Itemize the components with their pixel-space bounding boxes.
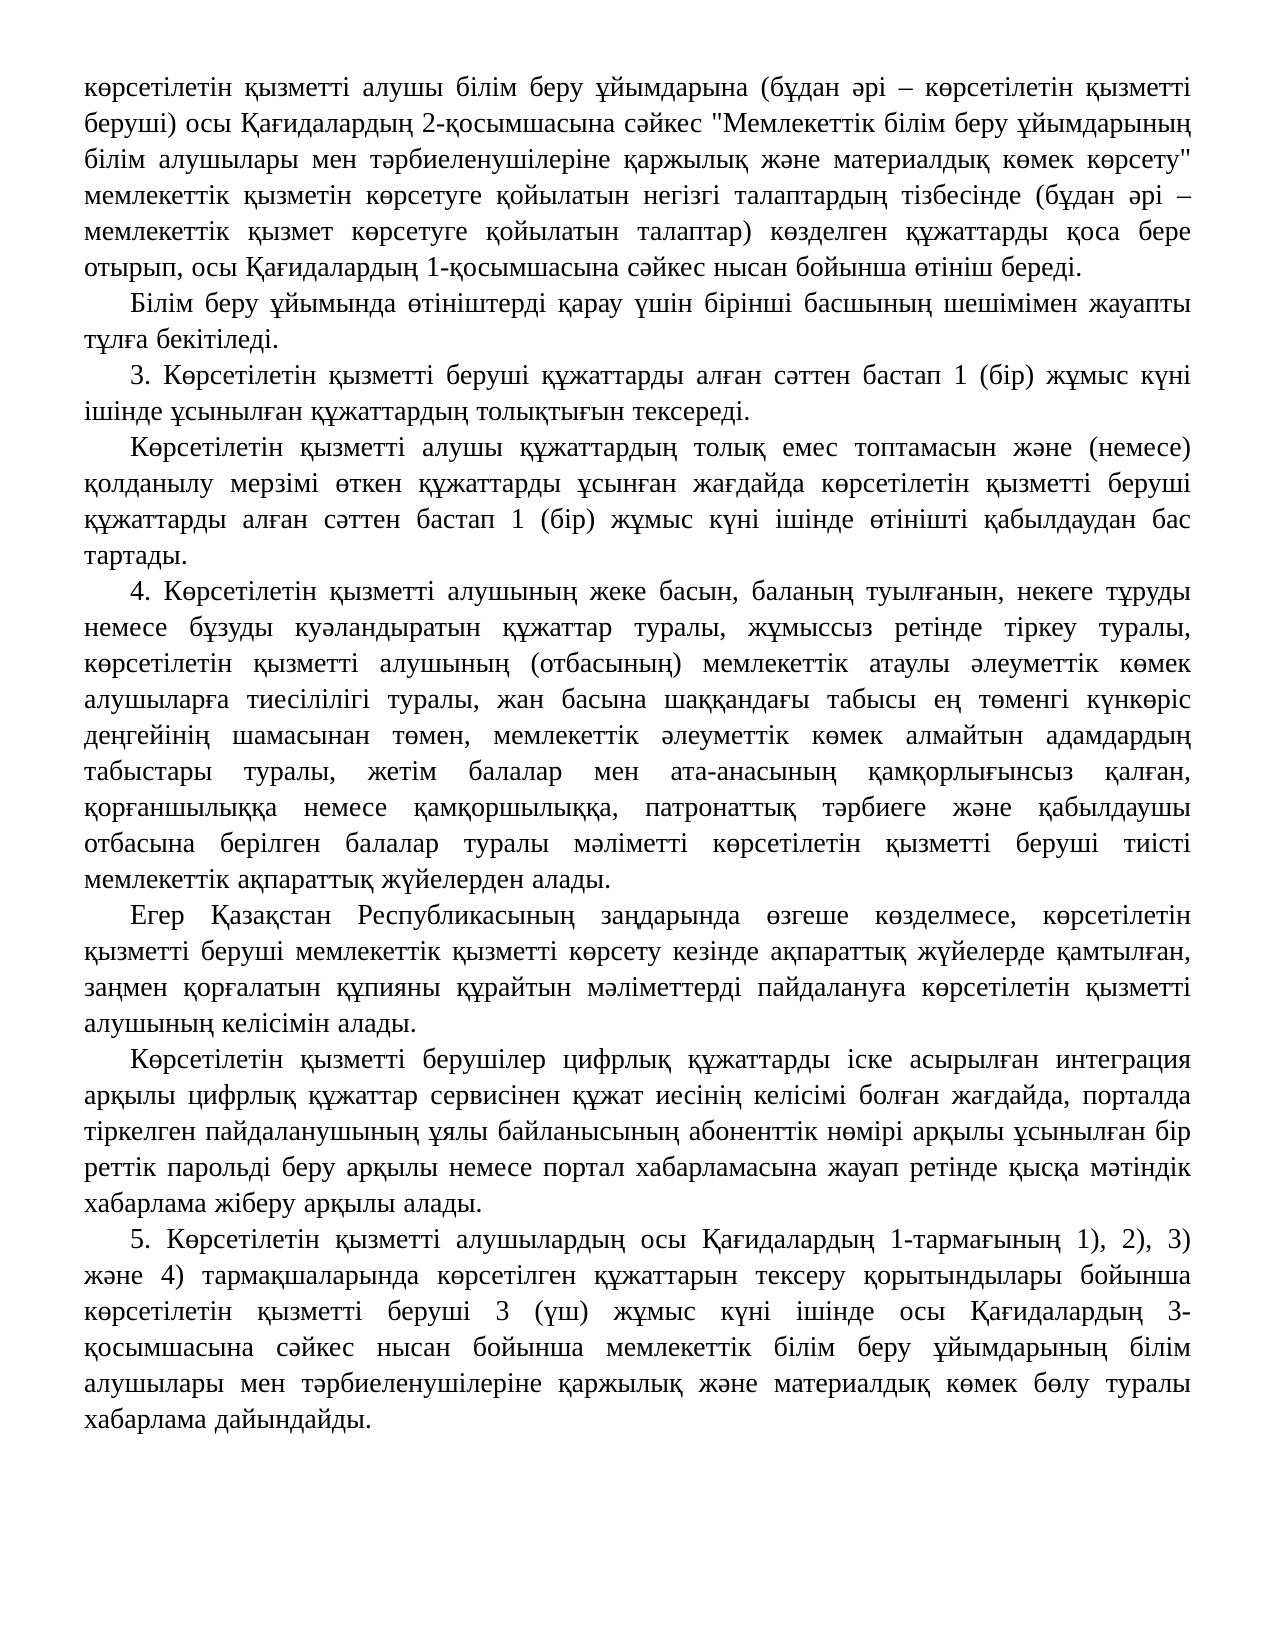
paragraph-point-3: 3. Көрсетілетін қызметті беруші құжаттарды алған сәттен бастап 1 (бір) жұмыс күні ішінде ұсынылған құжаттардың толықтығын тексереді. <box>84 360 1191 427</box>
paragraph-consent: Егер Қазақстан Республикасының заңдарында өзгеше көзделмесе, көрсетілетін қызметті беруші мемлекеттік қызметті көрсету кезінде ақпараттық жүйелерде қамтылған, заңмен қорғалатын құпияны құрайтын мәліметтерді пайдалануға көрсетілетін қызметті алушының келісімін алады. <box>84 900 1191 1039</box>
paragraph-responsible-person: Білім беру ұйымында өтініштерді қарау үшін бірінші басшының шешімімен жауапты тұлға бекітіледі. <box>84 288 1191 355</box>
paragraph-refusal: Көрсетілетін қызметті алушы құжаттардың толық емес топтамасын және (немесе) қолданылу мерзімі өткен құжаттарды ұсынған жағдайда көрсетілетін қызметті беруші құжаттарды алған сәттен бастап 1 (бір) жұмыс күні ішінде өтінішті қабылдаудан бас тартады. <box>84 432 1191 571</box>
paragraph-digital-documents: Көрсетілетін қызметті берушілер цифрлық құжаттарды іске асырылған интеграция арқылы цифрлық құжаттар сервисінен құжат иесінің келісімі болған жағдайда, порталда тіркелген пайдаланушының ұялы байланысының абоненттік нөмірі арқылы ұсынылған бір реттік парольді беру арқылы немесе портал хабарламасына жауап ретінде қысқа мәтіндік хабарлама жіберу арқылы алады. <box>84 1044 1191 1219</box>
paragraph-point-5: 5. Көрсетілетін қызметті алушылардың осы Қағидалардың 1-тармағының 1), 2), 3) және 4) тармақшаларында көрсетілген құжаттарын тексеру қорытындылары бойынша көрсетілетін қызметті беруші 3 (үш) жұмыс күні ішінде осы Қағидалардың 3-қосымшасына сәйкес нысан бойынша мемлекеттік білім беру ұйымдарының білім алушылары мен тәрбиеленушілеріне қаржылық және материалдық көмек бөлу туралы хабарлама дайындайды. <box>84 1224 1191 1435</box>
paragraph-continuation: көрсетілетін қызметті алушы білім беру ұйымдарына (бұдан әрі – көрсетілетін қызметті беруші) осы Қағидалардың 2-қосымшасына сәйкес "Мемлекеттік білім беру ұйымдарының білім алушылары мен тәрбиеленушілеріне қаржылық және материалдық көмек көрсету" мемлекеттік қызметін көрсетуге қойылатын негізгі талаптардың тізбесінде (бұдан әрі – мемлекеттік қызмет көрсетуге қойылатын талаптар) көзделген құжаттарды қоса бере отырып, осы Қағидалардың 1-қосымшасына сәйкес нысан бойынша өтініш береді. <box>84 72 1191 283</box>
paragraph-point-4: 4. Көрсетілетін қызметті алушының жеке басын, баланың туылғанын, некеге тұруды немесе бұзуды куәландыратын құжаттар туралы, жұмыссыз ретінде тіркеу туралы, көрсетілетін қызметті алушының (отбасының) мемлекеттік атаулы әлеуметтік көмек алушыларға тиесілілігі туралы, жан басына шаққандағы табысы ең төменгі күнкөріс деңгейінің шамасынан төмен, мемлекеттік әлеуметтік көмек алмайтын адамдардың табыстары туралы, жетім балалар мен ата-анасының қамқорлығынсыз қалған, қорғаншылыққа немесе қамқоршылыққа, патронаттық тәрбиеге және қабылдаушы отбасына берілген балалар туралы мәліметті көрсетілетін қызметті беруші тиісті мемлекеттік ақпараттық жүйелерден алады. <box>84 576 1191 895</box>
